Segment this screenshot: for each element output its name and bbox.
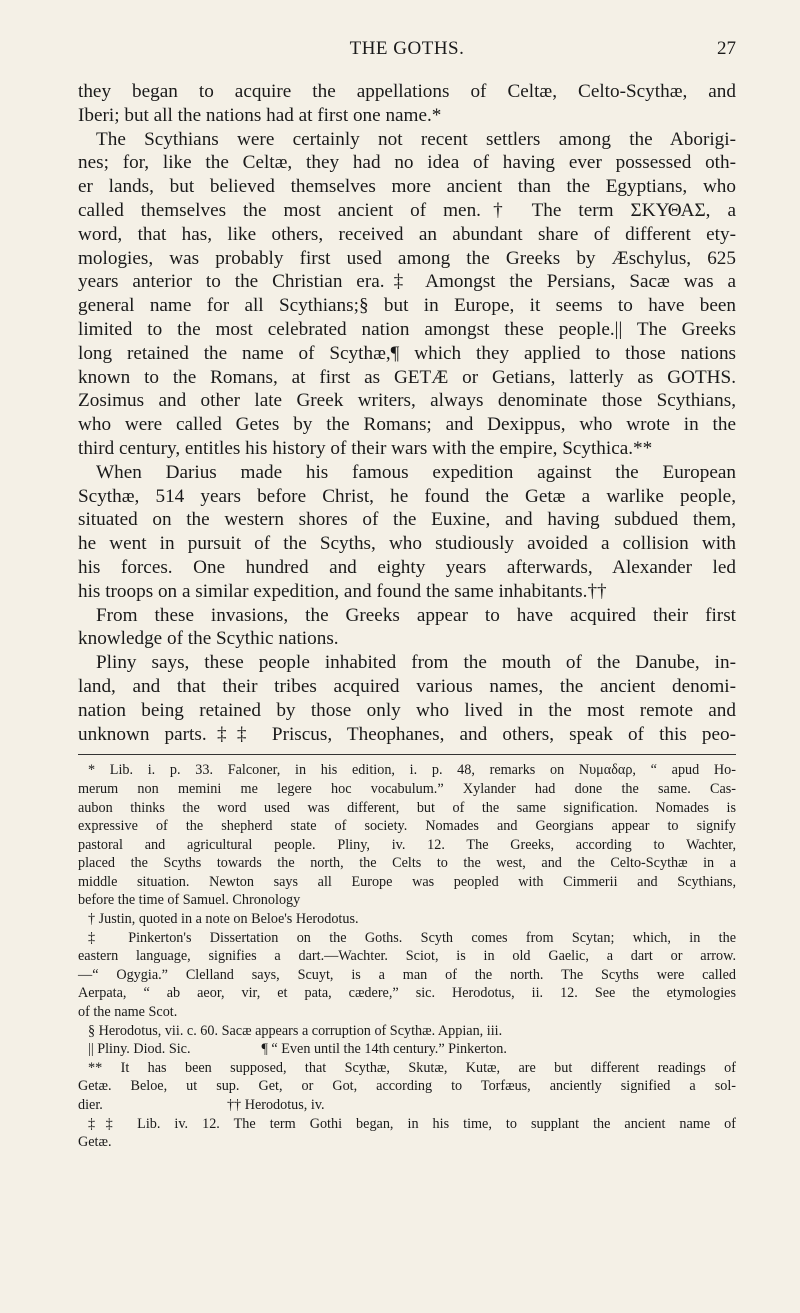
footnote-line: placed the Scyths towards the north, the Celts to the west, and the Celto-Scythæ in a [78, 855, 736, 872]
footnote-line: ‡‡ Lib. iv. 12. The term Gothi began, in his time, to supplant the ancient name of [88, 1115, 736, 1132]
page-number: 27 [717, 38, 736, 59]
text-line: general name for all Scythians;§ but in Europe, it seems to have been [78, 295, 736, 317]
footnote-line: || Pliny. Diod. Sic. ¶ “ Even until the 14th century.” Pinkerton. [88, 1041, 507, 1058]
main-text [78, 80, 736, 746]
text-line: his troops on a similar expedition, and found the same inhabitants.†† [78, 580, 607, 602]
text-line: unknown parts.‡‡ Priscus, Theophanes, and others, speak of this peo- [78, 723, 736, 745]
text-line: Scythæ, 514 years before Christ, he found the Getæ a warlike people, [78, 485, 736, 507]
text-line: called themselves the most ancient of men.† The term ΣΚΥΘΑΣ, a [78, 199, 736, 221]
text-line: knowledge of the Scythic nations. [78, 628, 339, 650]
running-head [78, 38, 736, 68]
page-title: THE GOTHS. [349, 38, 465, 59]
footnote-line: Getæ. [78, 1134, 112, 1151]
footnote-line: dier. †† Herodotus, iv. [78, 1097, 325, 1113]
text-line: Pliny says, these people inhabited from the mouth of the Danube, in- [96, 652, 736, 674]
footnote-line: † Justin, quoted in a note on Beloe's Herodotus. [88, 911, 359, 928]
text-line: The Scythians were certainly not recent settlers among the Aborigi- [96, 128, 736, 150]
text-line: When Darius made his famous expedition against the European [96, 461, 736, 483]
footnote-line: ** It has been supposed, that Scythæ, Skutæ, Kutæ, are but different readings of [88, 1059, 736, 1076]
footnote-line: before the time of Samuel. Chronology [78, 892, 301, 909]
text-line: nation being retained by those only who lived in the most remote and [78, 699, 736, 721]
footnote-line: Getæ. Beloe, ut sup. Get, or Got, according to Torfæus, anciently signified a sol- [78, 1078, 736, 1095]
text-line: er lands, but believed themselves more ancient than the Egyptians, who [78, 176, 736, 198]
text-line: nes; for, like the Celtæ, they had no idea of having ever possessed oth- [78, 152, 736, 174]
footnote-line: aubon thinks the word used was different, but of the same signification. Nomades is [78, 799, 736, 816]
text-line: land, and that their tribes acquired various names, the ancient denomi- [78, 675, 736, 697]
text-line: limited to the most celebrated nation amongst these people.|| The Greeks [78, 318, 736, 340]
text-line: situated on the western shores of the Euxine, and having subdued them, [78, 509, 736, 531]
footnote-line: § Herodotus, vii. c. 60. Sacæ appears a corruption of Scythæ. Appian, iii. [88, 1022, 503, 1039]
footnote-line: * Lib. i. p. 33. Falconer, in his edition, i. p. 48, remarks on Νυμαδαρ, “ apud Ho- [88, 762, 736, 779]
footnote-line: —“ Ogygia.” Clelland says, Scuyt, is a man of the north. The Scyths were called [78, 966, 736, 983]
footnote-line: expressive of the shepherd state of society. Nomades and Georgians appear to signify [78, 818, 736, 835]
text-line: Zosimus and other late Greek writers, always denominate those Scythians, [78, 390, 736, 412]
text-line: third century, entitles his history of their wars with the empire, Scythica.** [78, 437, 653, 459]
book-page [78, 0, 736, 1152]
footnote-line: eastern language, signifies a dart.—Wachter. Sciot, is in old Gaelic, a dart or arrow. [78, 948, 736, 965]
text-line: they began to acquire the appellations of Celtæ, Celto-Scythæ, and [78, 81, 736, 102]
text-line: Iberi; but all the nations had at first one name.* [78, 104, 442, 126]
text-line: he went in pursuit of the Scyths, who studiously avoided a collision with [78, 533, 736, 555]
footnote-line: pastoral and agricultural people. Pliny, iv. 12. The Greeks, according to Wachter, [78, 836, 736, 853]
footnote-line: ‡ Pinkerton's Dissertation on the Goths. Scyth comes from Scytan; which, in the [88, 929, 736, 946]
text-line: known to the Romans, at first as GETÆ or Getians, latterly as GOTHS. [78, 366, 736, 388]
text-line: years anterior to the Christian era.‡ Amongst the Persians, Sacæ was a [78, 271, 736, 293]
footnote-divider [78, 754, 736, 755]
footnotes [78, 761, 736, 1151]
footnote-line: middle situation. Newton says all Europe was peopled with Cimmerii and Scythians, [78, 873, 736, 890]
footnote-line: of the name Scot. [78, 1004, 178, 1021]
text-line: his forces. One hundred and eighty years afterwards, Alexander led [78, 556, 736, 578]
footnote-line: merum non memini me legere hoc vocabulum.” Xylander had done the same. Cas- [78, 780, 736, 797]
text-line: long retained the name of Scythæ,¶ which they applied to those nations [78, 342, 736, 364]
text-line: mologies, was probably first used among the Greeks by Æschylus, 625 [78, 247, 736, 269]
text-line: word, that has, like others, received an abundant share of different ety- [78, 223, 736, 245]
footnote-line: Aerpata, “ ab aeor, vir, et pata, cædere,” sic. Herodotus, ii. 12. See the etymologies [78, 985, 736, 1002]
text-line: From these invasions, the Greeks appear to have acquired their first [96, 604, 736, 626]
text-line: who were called Getes by the Romans; and Dexippus, who wrote in the [78, 414, 736, 436]
